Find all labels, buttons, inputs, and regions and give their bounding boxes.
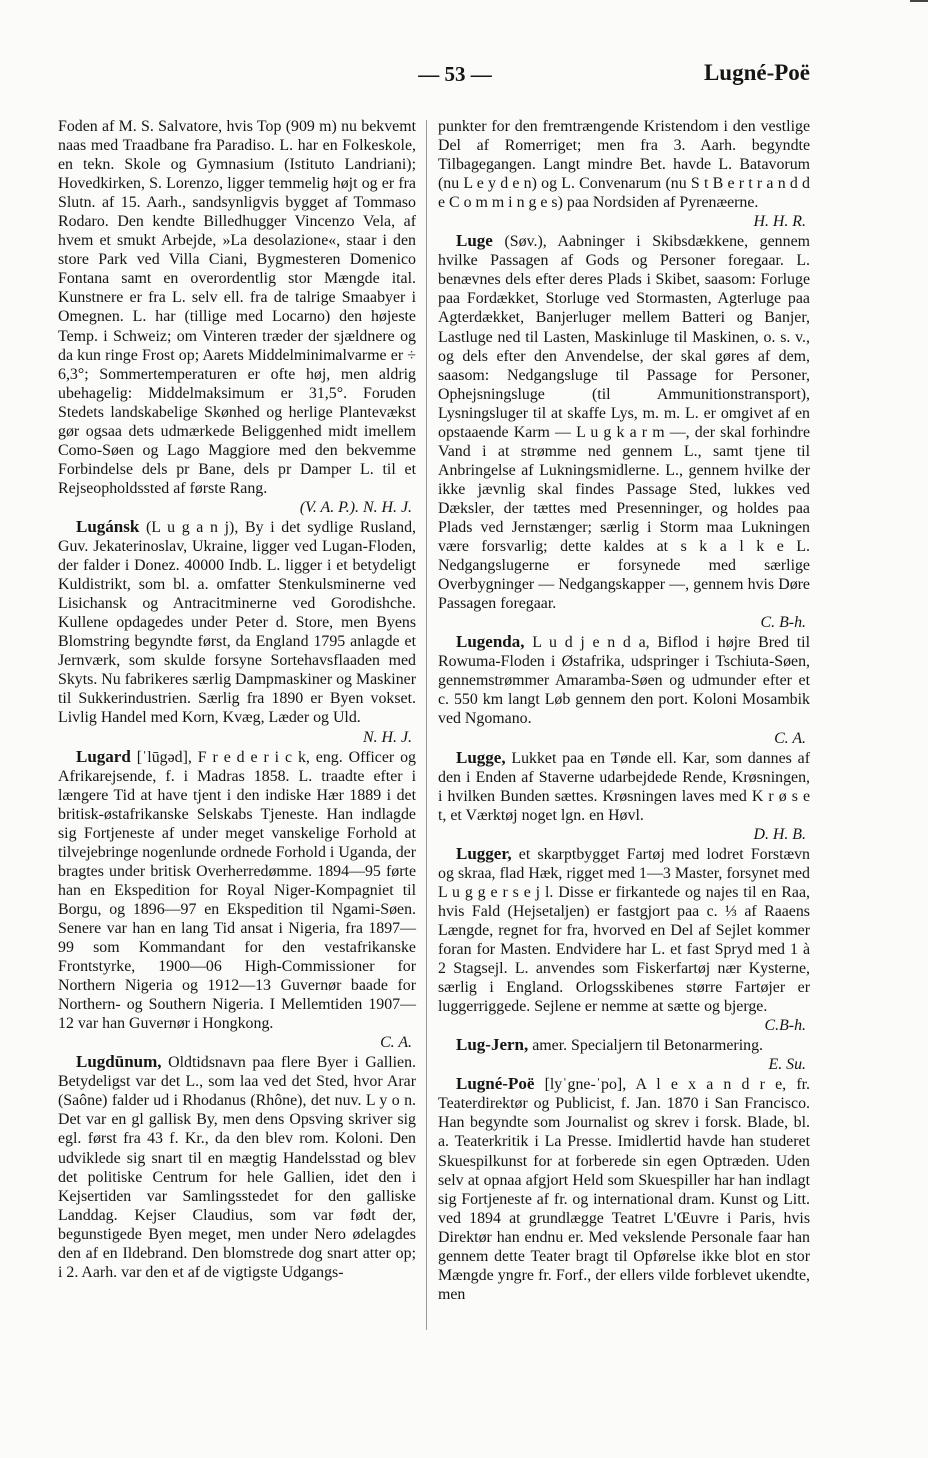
page-header (50, 60, 810, 100)
article-lugenda (438, 632, 810, 747)
article-text: [ˈlūgəd], F r e d e r i c k, eng. Officer og Afrikarejsende, f. i Madras 1858. L. traadte efter i længere Tid at have tjent i den indiske Hær 1889 i det britisk-østafrikanske Selskabs Tjeneste. Han indlagde sig Fortjeneste af under meget vanskelige Forhold at tilvejebringe nogenlunde ordnede Forhold i Uganda, der bragtes under britisk Overherredømme. 1894—95 førte han en Ekspedition for Royal Niger-Kompagniet til Borgu, og 1896—97 en Ekspedition til Ngami-Søen. Senere var han en lang Tid ansat i Nigeria, fra 1897—99 som Kommandant for den vestafrikanske Frontstyrke, 1900—06 High-Commissioner for Northern Nigeria og 1912—13 Guvernør baade for Northern- og Southern Nigeria. I Mellemtiden 1907—12 var han Guvernør i Hongkong. (58, 748, 416, 1033)
page-number: — 53 — (418, 62, 492, 86)
article-text: punkter for den fremtrængende Kristendom i den vestlige Del af Romerriget; men fra 3. Aarh. begyndte Tilbagegangen. Langt mindre Bet. havde L. Batavorum (nu L e y d e n) og L. Convenarum (nu S t B e r t r a n d d e C o m m i n g e s) paa Nordsiden af Pyrenæerne. (438, 118, 810, 212)
article-text: Lukket paa en Tønde ell. Kar, som dannes af den i Enden af Staverne udarbejdede Rende, Krøsningen, i hvilken Bunden sættes. Krøsningen laves med K r ø s e t, et Værktøj noget lgn. en Høvl. (438, 749, 810, 824)
author-signature: C. B-h. (760, 614, 806, 632)
article-lugdunum-continued (438, 117, 810, 231)
article-text: (L u g a n j), By i det sydlige Rusland, Guv. Jekaterinoslav, Ukraine, ligger ved Lugan-Floden, der falder i Donez. 40000 Indb. L. ligger i et betydeligt Kuldistrikt, som bl. a. omfatter Stenkulsminerne ved Lisichansk og Antracitminerne ved Gorodishche. Kullene opdagedes under Peter d. Store, men Byens Blomstring begyndte først, da England 1795 anlagde et Jernværk, som skulde forsyne Sortehavsflaaden med Skyts. Nu fabrikeres særlig Dampmaskiner og Maskiner til Sukkerindustrien. Særlig fra 1890 er Byen vokset. Livlig Handel med Korn, Kvæg, Læder og Uld. (58, 518, 416, 727)
author-signature: C. A. (774, 729, 806, 747)
article-lugard (58, 747, 416, 1053)
left-column (58, 117, 416, 1282)
headword: Lugánsk (76, 516, 140, 536)
article-luggano-continued (58, 117, 416, 517)
headword: Lugné-Poë (456, 1074, 535, 1094)
scan-edge-mark (910, 0, 928, 2)
article-lugne-poe (438, 1074, 810, 1304)
author-signature: C. A. (380, 1034, 412, 1052)
headword: Lug-Jern, (456, 1035, 529, 1055)
article-lugger (438, 844, 810, 1035)
article-text: et skarptbygget Fartøj med lodret Forstævn og skraa, flad Hæk, rigget med 1—3 Master, forsynet med L u g g e r s e j l. Disse er firkantede og najes til en Raa, hvis Fald (Hejsetaljen) er fastgjort paa c. ⅓ af Raaens Længde, regnet for fra, hvorved en Del af Sejlet kommer foran for Masten. Endvidere har L. et fast Spryd med 1 à 2 Stagsejl. L. anvendes som Fiskerfartøj nær Kysterne, særlig i England. Orlogsskibenes større Fartøjer er luggerriggede. Sejlene er nemme at sætte og bjerge. (438, 845, 810, 1016)
headword: Lugdūnum, (76, 1052, 162, 1072)
right-column (438, 117, 810, 1304)
article-text: Oldtidsnavn paa flere Byer i Gallien. Betydeligst var det L., som laa ved det Sted, hvor Arar (Saône) falder ud i Rhodanus (Rhône), det nuv. L y o n. Det var en gl gallisk By, men dens Opsving skriver sig egl. først fra 43 f. Kr., da den blev rom. Koloni. Den udviklede sig snart til en mægtig Handelsstad og blev det politiske Centrum for hele Gallien, idet den i Kejsertiden var Samlingsstedet for den galliske Landdag. Kejser Claudius, som var født der, begunstigede Byen meget, men under Nero ødelagdes den af en Ildebrand. Den blomstrede dog snart atter op; i 2. Aarh. var den et af de vigtigste Udgangs- (58, 1054, 416, 1281)
running-head: Lugné-Poë (703, 60, 810, 85)
headword: Lugard (76, 746, 131, 766)
article-lugdunum (58, 1052, 416, 1282)
headword: Lugger, (456, 843, 512, 863)
article-text: [lyˈgne-ˈpo], A l e x a n d r e, fr. Teaterdirektør og Publicist, f. Jan. 1870 i San Francisco. Han begyndte som Journalist og skrev i forsk. Blade, bl. a. Teaterkritik i La Presse. Imidlertid havde han studeret Skuespilkunst for at forberede sin egen Optræden. Uden selv at opnaa afgjort Held som Skuespiller har han indlagt sig Fortjeneste af fr. og international dram. Kunst og Litt. ved 1894 at grundlægge Teatret L'Œuvre i Paris, hvis Direktør han endnu er. Med vekslende Personale faar han gennem dette Teater bragt til Opførelse ikke blot en stor Mængde yngre fr. Forf., der ellers vilde forblevet ukendte, men (438, 1076, 810, 1303)
article-lugansk (58, 517, 416, 747)
author-signature: N. H. J. (363, 728, 412, 746)
article-text: (Søv.), Aabninger i Skibsdækkene, gennem hvilke Passagen af Gods og Personer foregaar. L. benævnes dels efter deres Plads i Skibet, saasom: Forluge paa Fordækket, Storluge ved Stormasten, Agterluge paa Agterdækket, Banjerluger mellem Batteri og Banjer, Lastluge ned til Lasten, Maskinluge til Maskinen, o. s. v., og dels efter den Anvendelse, der skal gøres af dem, saasom: Nedgangsluge til Passage for Personer, Ophejsningsluge (til Ammunitionstransport), Lysningsluger til at skaffe Lys, m. m. L. er omgivet af en opstaaende Karm — L u g k a r m —, der skal forhindre Vand i at strømme ned gennem L., samt tjene til Anbringelse af Lukningsmidlerne. L., gennem hvilke der ikke jævnlig skal findes Passage Sted, lukkes ved Dæksler, der tættes med Presenninger, og holdes paa Plads ved Jernstænger; særlig i Storm maa Lukningen være forsvarlig; dette kaldes at s k a l k e L. Nedgangslugerne er forsynede med særlige Overbygninger — Nedgangskapper —, gennem hvis Døre Passagen foregaar. (438, 233, 810, 613)
headword: Lugge, (456, 747, 506, 767)
article-lugge (438, 748, 810, 844)
article-luge (438, 231, 810, 632)
article-lug-jern (438, 1035, 810, 1074)
column-divider (426, 120, 427, 1330)
article-text: Foden af M. S. Salvatore, hvis Top (909 m) nu bekvemt naas med Traadbane fra Paradiso. L. har en Folkeskole, en tekn. Skole og Gymnasium (Istituto Landriani); Hovedkirken, S. Lorenzo, ligger temmelig højt og er fra Slutn. af 15. Aarh., sandsynligvis bygget af Tommaso Rodaro. Den kendte Billedhugger Vincenzo Vela, af hvem et smukt Arbejde, »La desolazione«, staar i den store Park ved Villa Ciani, Bygmesteren Domenico Fontana samt en overordentlig stor Mængde ital. Kunstnere er fra L. selv ell. fra de talrige Smaabyer i Omegnen. L. har (tillige med Locarno) den højeste Temp. i Schweiz; om Vinteren træder der sjældnere og da kun ringe Frost op; Aarets Middelminimalvarme er ÷ 6,3°; Sommertemperaturen er ofte høj, men aldrig ubehagelig: Middelmaksimum er 31,5°. Foruden Stedets landskabelige Skønhed og herlige Plantevækst gør ogsaa dets udmærkede Beliggenhed midt imellem Como-Søen og Lago Maggiore med den bekvemme Forbindelse dels pr Bane, dels pr Damper L. til et Rejseopholdssted af første Rang. (58, 118, 416, 497)
article-text: amer. Specialjern til Betonarmering. (528, 1037, 764, 1055)
author-signature: D. H. B. (753, 825, 806, 843)
article-text: L u d j e n d a, Biflod i højre Bred til Rowuma-Floden i Østafrika, udspringer i Tschiuta-Søen, gennemstrømmer Amaramba-Søen og udmunder efter et c. 550 km langt Løb gennem den port. Koloni Mosambik ved Ngomano. (438, 634, 810, 728)
author-signature: E. Su. (768, 1056, 806, 1074)
author-signature: (V. A. P.). N. H. J. (299, 498, 412, 516)
author-signature: H. H. R. (753, 213, 806, 231)
headword: Luge (456, 231, 493, 251)
headword: Lugenda, (456, 632, 525, 652)
author-signature: C.B-h. (764, 1017, 806, 1035)
